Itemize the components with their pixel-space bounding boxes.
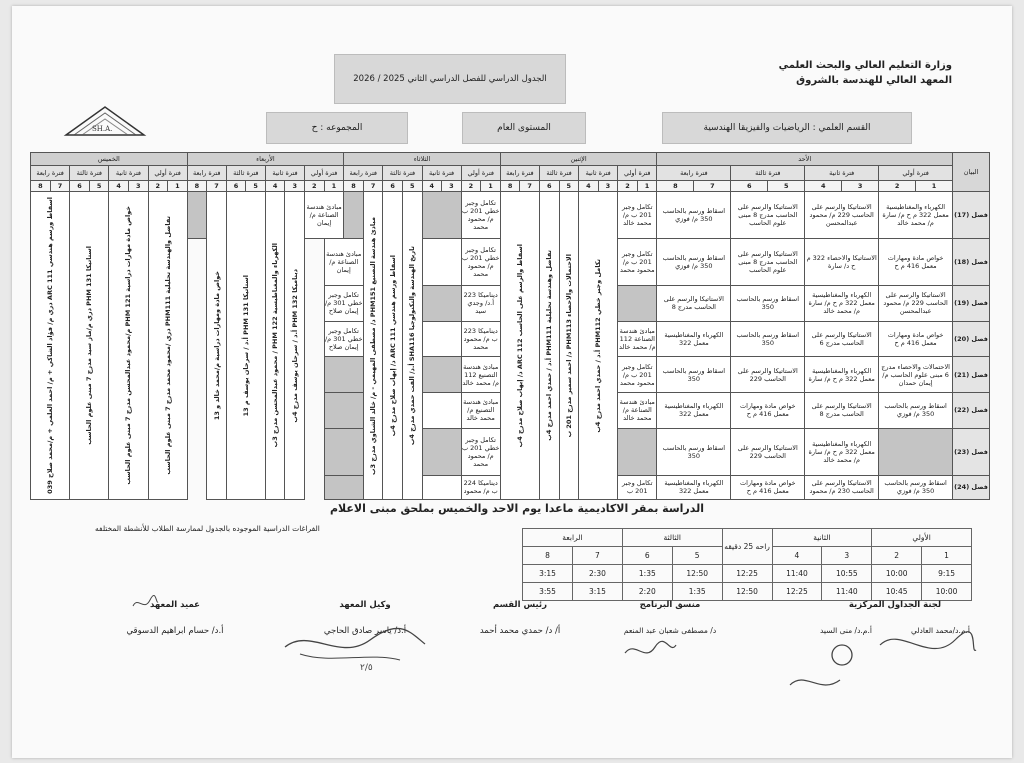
row-label: فصل (18) — [953, 239, 990, 286]
signature-name: أ.د/ حسام ابراهيم الدسوقي — [126, 626, 224, 636]
section-cell: اسقاط ورسم بالحاسب 350 م/ فوزي — [879, 392, 953, 428]
slot-number: 6 — [539, 181, 559, 192]
schedule-table — [30, 152, 990, 500]
empty-cell — [422, 239, 461, 286]
slot-number: 3 — [842, 181, 879, 192]
row-label: فصل (20) — [953, 321, 990, 357]
times-slot: 7 — [573, 547, 623, 565]
times-slot: 2 — [872, 547, 922, 565]
section-cell: اسقاط ورسم بالحاسب 350 — [657, 357, 731, 393]
lecture-cell — [363, 192, 383, 500]
group-box — [266, 112, 408, 144]
section-cell: تكامل وجبر 201 ب م/ محمود محمد — [618, 357, 657, 393]
table-row — [31, 192, 990, 239]
time-end: 12:50 — [722, 583, 772, 601]
slot-number: 3 — [442, 181, 462, 192]
study-location-note: الدراسة بمقر الاكاديمية ماعدا يوم الاحد والخميس بملحق مبنى الاعلام — [330, 502, 705, 515]
institute-logo — [60, 101, 150, 143]
slot-number: 4 — [579, 181, 599, 192]
period-header: فترة رابعة — [31, 166, 70, 181]
slot-number: 7 — [694, 181, 731, 192]
lecture-cell — [31, 192, 70, 500]
slot-number: 5 — [89, 181, 109, 192]
slot-number: 8 — [31, 181, 51, 192]
row-label: فصل (17) — [953, 192, 990, 239]
slot-number: 7 — [363, 181, 383, 192]
times-slot: 5 — [672, 547, 722, 565]
section-cell: الكهرباء والمغناطيسية معمل 322 م ح م/ سارة م/ محمد خالد — [805, 286, 879, 322]
time-end: 2:20 — [622, 583, 672, 601]
section-cell: اسقاط ورسم بالحاسب 350 — [731, 286, 805, 322]
slot-number: 5 — [559, 181, 579, 192]
signature-name: د/ مصطفى شعبان عبد المنعم — [623, 626, 717, 635]
section-cell: الاستاتيكا والرسم على الحاسب مدرج 8 مبنى علوم الحاسب — [731, 192, 805, 239]
period-header: فترة ثالثة — [383, 166, 422, 181]
empty-cell — [324, 475, 363, 499]
section-cell — [618, 286, 657, 322]
section-cell: مبادئ هندسة التصنيع 112 م/ محمد خالد — [461, 357, 500, 393]
times-title-third: الثالثة — [622, 529, 722, 547]
times-slot: 4 — [772, 547, 822, 565]
period-header: فترة ثانية — [805, 166, 879, 181]
lecture-cell — [579, 192, 618, 500]
times-title-first: الأولي — [872, 529, 972, 547]
period-header-row — [31, 166, 990, 181]
signature-department-head — [460, 600, 580, 636]
time-start: 12:25 — [722, 565, 772, 583]
empty-cell — [422, 286, 461, 322]
lecture-text: اسقاط ورسم هندسي ARC 111 د/ إيهاب صلاح مدرج 4ب — [388, 254, 397, 437]
times-slot: 8 — [523, 547, 573, 565]
section-cell: الاستاتيكا والرسم على الحاسب مدرج 6 — [805, 321, 879, 357]
slot-number: 2 — [148, 181, 168, 192]
section-cell: الاستاتيكا والرسم على الحاسب 229 م/ محمود عبدالمحسن — [879, 286, 953, 322]
time-start: 1:35 — [622, 565, 672, 583]
level-label: المستوى العام — [497, 123, 551, 133]
lecture-text: خواص مادة ومهارات دراسية م/محمد خالد و 13 — [212, 270, 221, 421]
schedule-title: الجدول الدراسي للفصل الدراسي الثاني 2025 / 2026 — [353, 74, 547, 84]
slot-number: 4 — [265, 181, 285, 192]
label-header: البيان — [953, 153, 990, 192]
period-header: فترة ثالثة — [226, 166, 265, 181]
signature-name: أ.م.د/محمد العادلي — [910, 626, 970, 635]
slot-number: 5 — [246, 181, 266, 192]
schedule-title-box — [334, 54, 566, 104]
times-break: راحه 25 دقيقه — [722, 529, 772, 565]
section-cell: مبادئ هندسة الصناعة م/ إيمان — [324, 239, 363, 286]
period-header: فترة ثانية — [579, 166, 618, 181]
day-header-wed: الأربعاء — [187, 153, 344, 166]
slot-number: 6 — [731, 181, 768, 192]
section-cell: خواص مادة ومهارات معمل 416 م ح — [879, 321, 953, 357]
section-cell: خواص مادة ومهارات معمل 416 م ح — [731, 475, 805, 499]
day-header-mon: الإثنين — [500, 153, 657, 166]
section-cell: اسقاط ورسم بالحاسب 350 م/ فوزي — [879, 475, 953, 499]
slot-number: 8 — [657, 181, 694, 192]
period-header: فترة ثالثة — [70, 166, 109, 181]
slot-number: 3 — [128, 181, 148, 192]
section-cell: تكامل وجبر خطي 301 م/ إيمان صلاح — [324, 321, 363, 357]
slot-number: 6 — [383, 181, 403, 192]
institute-name: المعهد العالي للهندسة بالشروق — [796, 75, 952, 86]
time-start: 2:30 — [573, 565, 623, 583]
section-cell — [618, 428, 657, 475]
section-cell: الكهرباء والمغناطيسية معمل 322 — [657, 392, 731, 428]
slot-number: 7 — [50, 181, 70, 192]
period-header: فترة أولي — [618, 166, 657, 181]
times-title-second: الثانية — [772, 529, 872, 547]
section-cell: تكامل وجبر 201 ب م/ محمد خالد — [618, 192, 657, 239]
section-cell: مبادئ هندسة الصناعة م/ محمد خالد — [618, 392, 657, 428]
slot-number: 4 — [109, 181, 129, 192]
logo-text: SH.A. — [92, 125, 113, 133]
section-cell: مبادئ هندسة الصناعة 112 م/ محمد خالد — [618, 321, 657, 357]
handwritten-mark — [130, 594, 160, 614]
group-label: المجموعه : ح — [311, 123, 363, 133]
times-slot: 3 — [822, 547, 872, 565]
lecture-text: تفاضل والهندسة تحليلية PHM111 دري /محمود محمد مدرج 7 مبنى علوم الحاسب — [163, 216, 172, 475]
department-label: القسم العلمي : الرياضيات والفيزيقا الهندسية — [703, 123, 871, 133]
slot-number: 8 — [500, 181, 520, 192]
slot-number: 3 — [598, 181, 618, 192]
lecture-text: ديناميكا PHM 132 أ.د / سرحان يوسف مدرج 4ب — [290, 268, 299, 423]
section-cell: الكهرباء والمغناطيسية معمل 322 م ح م/ سارة م/ محمد خالد — [879, 192, 953, 239]
ministry-header — [779, 58, 952, 88]
section-cell: تكامل وجبر خطي 201 ب م/ محمود محمد — [461, 428, 500, 475]
section-cell: تكامل وجبر 201 ب م/ محمود محمد — [618, 239, 657, 286]
signature-title: لجنة الجداول المركزية — [848, 600, 942, 610]
ministry-name: وزارة التعليم العالي والبحث العلمي — [778, 60, 952, 71]
lecture-text: استاتيكا PHM 131 أ.د / سرحان يوسف م 13 — [241, 274, 250, 417]
slot-number: 2 — [618, 181, 638, 192]
time-end: 3:55 — [523, 583, 573, 601]
time-end: 10:00 — [922, 583, 972, 601]
section-cell: الاستاتيكا والرسم على الحاسب 230 م/ محمود — [805, 475, 879, 499]
empty-cell — [324, 357, 363, 393]
empty-cell — [324, 392, 363, 428]
time-start: 3:15 — [523, 565, 573, 583]
slot-number: 7 — [207, 181, 227, 192]
period-header: فترة ثالثة — [539, 166, 578, 181]
section-cell: خواص مادة ومهارات معمل 416 م ح — [879, 239, 953, 286]
slot-number: 8 — [344, 181, 364, 192]
section-cell: الكهرباء والمغناطيسية معمل 322 م ح م/ سارة — [805, 357, 879, 393]
section-cell: تكامل وجبر خطي 201 ب م/ محمود محمد — [461, 192, 500, 239]
section-cell: اسقاط ورسم بالحاسب 350 — [731, 321, 805, 357]
empty-cell — [187, 192, 207, 239]
time-end: 12:25 — [772, 583, 822, 601]
time-end: 3:15 — [573, 583, 623, 601]
lecture-cell — [109, 192, 148, 500]
slot-number: 6 — [226, 181, 246, 192]
empty-cell — [422, 192, 461, 239]
section-cell: الكهرباء والمغناطيسية معمل 322 م ح م/ سارة م/ محمد خالد — [805, 428, 879, 475]
section-cell: الكهرباء والمغناطيسية معمل 322 — [657, 475, 731, 499]
section-cell: تكامل وجبر 201 ب — [618, 475, 657, 499]
lecture-text: استاتيكا PHM 131 دري م/ماز سيد مدرج 7 مبنى علوم الحاسب — [85, 246, 94, 445]
signature-name: أ/ د/ حمدي محمد أحمد — [479, 626, 561, 636]
section-cell: مبادئ هندسة التصنيع م/ محمد خالد — [461, 392, 500, 428]
signature-name: أ.م.د/ منى السيد — [820, 626, 872, 635]
section-cell: الاستاتيكا والرسم على الحاسب 229 — [731, 428, 805, 475]
empty-cell — [422, 475, 461, 499]
slot-number: 2 — [305, 181, 325, 192]
empty-cell — [422, 392, 461, 428]
handwritten-signature — [280, 622, 430, 672]
lecture-cell — [207, 192, 227, 500]
lecture-text: الاحتمالات والاحصاء PHM113 د/ احمد سمير مدرج 201 ب — [564, 253, 573, 438]
section-cell: اسقاط ورسم بالحاسب 350 م/ فوزي — [657, 239, 731, 286]
slot-number: 1 — [168, 181, 188, 192]
slot-number: 7 — [520, 181, 540, 192]
times-slot: 1 — [922, 547, 972, 565]
section-cell: ديناميكا 223 أ.د/ وجدي سيد — [461, 286, 500, 322]
lecture-text: اسقاط والرسم على الحاسب ARC 112 د/ إيهاب صلاح مدرج 4ب — [515, 243, 524, 448]
section-cell: ديناميكا 223 ب م/ محمود محمد — [461, 321, 500, 357]
section-cell — [879, 428, 953, 475]
day-header-thu: الخميس — [31, 153, 188, 166]
period-header: فترة ثالثة — [731, 166, 805, 181]
row-label: فصل (22) — [953, 392, 990, 428]
lecture-cell — [539, 192, 559, 500]
period-header: فترة رابعة — [344, 166, 383, 181]
section-cell: تكامل وجبر خطي 301 م/ إيمان صلاح — [324, 286, 363, 322]
section-cell: الاستاتيكا والرسم على الحاسب 229 م/ محمود عبدالمحسن — [805, 192, 879, 239]
period-header: فترة أولي — [879, 166, 953, 181]
time-start: 10:55 — [822, 565, 872, 583]
empty-cell — [324, 428, 363, 475]
lecture-text: الكهرباء والمغناطيسية PHM 122 / محمود عبدالمحسن مدرج 3ب — [271, 243, 280, 448]
period-header: فترة أولي — [305, 166, 344, 181]
period-header: فترة رابعة — [500, 166, 539, 181]
slot-number: 5 — [768, 181, 805, 192]
time-end: 11:40 — [822, 583, 872, 601]
times-title-fourth: الرابعة — [523, 529, 623, 547]
period-header: فترة رابعة — [657, 166, 731, 181]
period-header: فترة أولي — [148, 166, 187, 181]
empty-cell — [422, 357, 461, 393]
lecture-cell — [559, 192, 579, 500]
empty-cell — [344, 192, 364, 239]
lecture-text: اسقاط ورسم هندسي ARC 111 دري م/ فؤاد الشاكي + م/ احمد العلمي + م/محمد صلاح 039 — [46, 197, 55, 494]
time-start: 9:15 — [922, 565, 972, 583]
signature-title: رئيس القسم — [492, 600, 548, 610]
row-label: فصل (23) — [953, 428, 990, 475]
times-slot: 6 — [622, 547, 672, 565]
slot-number: 8 — [187, 181, 207, 192]
period-header: فترة أولي — [461, 166, 500, 181]
section-cell: الاستاتيكا والرسم على الحاسب مدرج 8 مبنى علوم الحاسب — [731, 239, 805, 286]
empty-cell — [422, 321, 461, 357]
lecture-text: مبادئ هندسة التصنيع PHM151 د/ مصطفى المهيمي - م/ خالد الشناوي مدرج 3ب — [369, 216, 378, 475]
slot-number: 4 — [805, 181, 842, 192]
handwritten-signature — [620, 635, 680, 665]
slot-number: 1 — [324, 181, 344, 192]
day-header-sun: الأحد — [657, 153, 953, 166]
lecture-cell — [383, 192, 403, 500]
row-label: فصل (19) — [953, 286, 990, 322]
signature-name: أ.د/ ياسر صادق الحاجي — [323, 626, 407, 636]
section-cell: الاحتمالات والاحصاء مدرج 6 مبنى علوم الحاسب م/ إيمان حمدان — [879, 357, 953, 393]
lecture-cell — [148, 192, 187, 500]
row-label: فصل (21) — [953, 357, 990, 393]
day-header-tue: الثلاثاء — [344, 153, 501, 166]
department-box — [662, 112, 912, 144]
handwritten-date: ٢/٥ — [360, 663, 373, 672]
slot-number-row — [31, 181, 990, 192]
signature-title: وكيل المعهد — [339, 600, 391, 610]
period-header: فترة رابعة — [187, 166, 226, 181]
time-start: 10:00 — [872, 565, 922, 583]
slot-number: 3 — [285, 181, 305, 192]
level-box — [462, 112, 586, 144]
slot-number: 1 — [637, 181, 657, 192]
signature-title: منسق البرنامج — [639, 600, 701, 610]
section-cell: تكامل وجبر خطي 201 ب م/ محمود محمد — [461, 239, 500, 286]
handwritten-signature — [780, 615, 980, 705]
section-cell: اسقاط ورسم بالحاسب 350 — [657, 428, 731, 475]
period-header: فترة ثانية — [422, 166, 461, 181]
lecture-cell — [226, 192, 265, 500]
section-cell: خواص مادة ومهارات معمل 416 م ح — [731, 392, 805, 428]
section-cell: مبادئ هندسة الصناعة م/ إيمان — [305, 192, 344, 239]
row-label: فصل (24) — [953, 475, 990, 499]
lecture-text: خواص مادة مهارات دراسية PHM 121 م/محمود عبدالمحسن مدرج 7 مبنى علوم الحاسب — [124, 206, 133, 485]
logo-icon — [60, 101, 150, 143]
empty-cell — [422, 428, 461, 475]
section-cell: الاستاتيكا والاحصاء 322 م ح د/ سارة — [805, 239, 879, 286]
slot-number: 2 — [879, 181, 916, 192]
slot-number: 6 — [70, 181, 90, 192]
slot-number: 4 — [422, 181, 442, 192]
section-cell: الاستاتيكا والرسم على الحاسب 229 — [731, 357, 805, 393]
lecture-text: تكامل وجبر خطي PHM112 أ.د / حمدي احمد مدرج 4ب — [594, 258, 603, 433]
lecture-cell — [285, 192, 305, 500]
signature-title: عميد المعهد — [150, 600, 200, 610]
section-cell: الاستاتيكا والرسم على الحاسب مدرج 8 — [805, 392, 879, 428]
lecture-cell — [265, 192, 285, 500]
period-header: فترة ثانية — [109, 166, 148, 181]
lecture-text: تاريخ الهندسة والتكنولوجيا SHA116 أ.د/ الفت حمدي مدرج 4ب — [408, 245, 417, 446]
section-cell: ديناميكا 224 ب م/ محمود — [461, 475, 500, 499]
slot-number: 5 — [402, 181, 422, 192]
lecture-text: تفاضل وهندسة تحليلية PHM111 أ.د / حمدي احمد مدرج 4ب — [545, 250, 554, 441]
lecture-cell — [500, 192, 539, 500]
time-start: 11:40 — [772, 565, 822, 583]
section-cell: الاستاتيكا والرسم على الحاسب مدرج 8 — [657, 286, 731, 322]
lecture-cell — [402, 192, 422, 500]
slot-number: 2 — [461, 181, 481, 192]
lecture-cell — [70, 192, 109, 500]
period-times-table — [522, 528, 972, 601]
time-end: 1:35 — [672, 583, 722, 601]
time-start: 12:50 — [672, 565, 722, 583]
section-cell: اسقاط ورسم بالحاسب 350 م/ فوزي — [657, 192, 731, 239]
slot-number: 1 — [916, 181, 953, 192]
section-cell: الكهرباء والمغناطيسية معمل 322 — [657, 321, 731, 357]
signature-program-coordinator — [600, 600, 740, 635]
time-end: 10:45 — [872, 583, 922, 601]
period-header: فترة ثانية — [265, 166, 304, 181]
halls-note: الفراغات الدراسية الموجوده بالجدول لممارسة الطلاب للأنشطة المختلفه — [95, 524, 320, 533]
slot-number: 1 — [481, 181, 501, 192]
